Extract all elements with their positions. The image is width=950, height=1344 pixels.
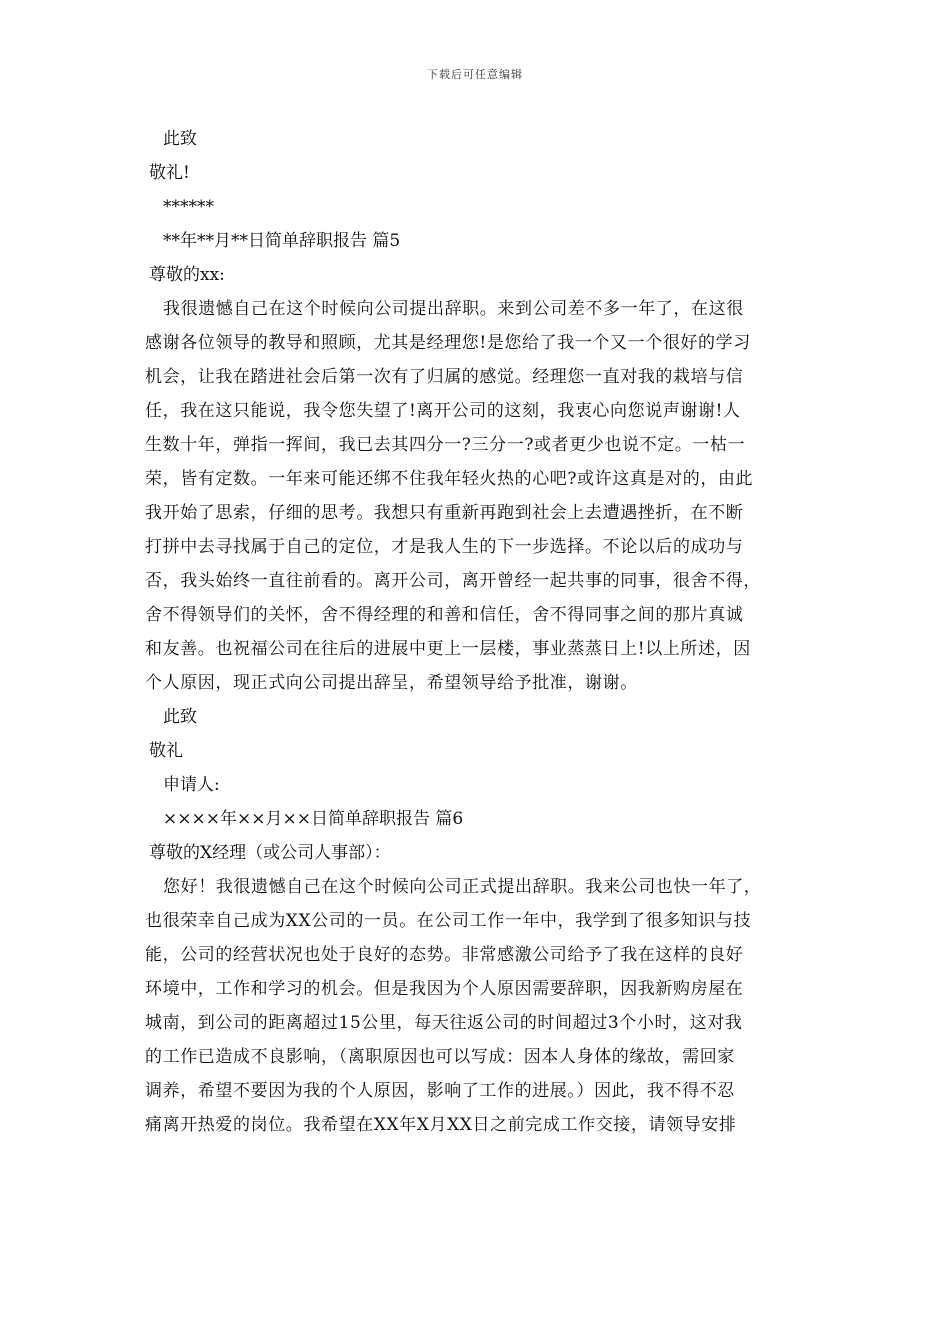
letter5-body-line: 和友善。也祝福公司在往后的进展中更上一层楼，事业蒸蒸日上!以上所述，因 bbox=[145, 639, 751, 659]
letter5-closing-jingli: 敬礼 bbox=[149, 741, 183, 761]
letter5-body-line: 个人原因，现正式向公司提出辞呈，希望领导给予批准，谢谢。 bbox=[145, 673, 638, 693]
letter5-body-line: 我很遗憾自己在这个时候向公司提出辞职。来到公司差不多一年了，在这很 bbox=[163, 299, 744, 319]
letter6-body bbox=[145, 870, 825, 1142]
closing-line-cizhi: 此致 bbox=[163, 129, 197, 149]
letter6-body-line: 能，公司的经营状况也处于良好的态势。非常感激公司给予了我在这样的良好 bbox=[145, 945, 744, 965]
letter5-body-line: 舍不得领导们的关怀，舍不得经理的和善和信任，舍不得同事之间的那片真诚 bbox=[145, 605, 744, 625]
signature-stars: ****** bbox=[163, 197, 214, 217]
date-and-section-title-6: ××××年××月××日简单辞职报告 篇6 bbox=[163, 809, 464, 829]
letter6-body-line: 的工作已造成不良影响，（离职原因也可以写成：因本人身体的缘故，需回家 bbox=[145, 1047, 735, 1067]
letter6-body-line: 也很荣幸自己成为XX公司的一员。在公司工作一年中，我学到了很多知识与技 bbox=[145, 911, 752, 931]
letter6-salutation: 尊敬的X经理（或公司人事部）： bbox=[149, 843, 391, 863]
letter5-body-line: 感谢各位领导的教导和照顾，尤其是经理您!是您给了我一个又一个很好的学习 bbox=[145, 333, 751, 353]
letter5-body-line: 否，我头始终一直往前看的。离开公司，离开曾经一起共事的同事，很舍不得， bbox=[145, 571, 761, 591]
letter5-body bbox=[145, 292, 825, 700]
letter5-salutation: 尊敬的xx: bbox=[149, 265, 225, 285]
document-body bbox=[145, 122, 825, 1142]
letter6-body-line: 城南，到公司的距离超过15公里，每天往返公司的时间超过3个小时，这对我 bbox=[145, 1013, 743, 1033]
letter5-body-line: 生数十年，弹指一挥间，我已去其四分一?三分一?或者更少也说不定。一枯一 bbox=[145, 435, 746, 455]
closing-line-jingli: 敬礼! bbox=[149, 163, 190, 183]
letter5-body-line: 打拼中去寻找属于自己的定位，才是我人生的下一步选择。不论以后的成功与 bbox=[145, 537, 744, 557]
letter5-body-line: 荣，皆有定数。一年来可能还绑不住我年轻火热的心吧?或许这真是对的，由此 bbox=[145, 469, 754, 489]
letter5-applicant: 申请人: bbox=[163, 775, 220, 795]
letter6-body-line: 调养，希望不要因为我的个人原因，影响了工作的进展。）因此，我不得不忍 bbox=[145, 1081, 735, 1101]
letter6-body-line: 您好！我很遗憾自己在这个时候向公司正式提出辞职。我来公司也快一年了， bbox=[163, 877, 762, 897]
letter5-closing-cizhi: 此致 bbox=[163, 707, 197, 727]
page-header-note: 下载后可任意编辑 bbox=[427, 68, 523, 81]
letter5-body-line: 机会，让我在踏进社会后第一次有了归属的感觉。经理您一直对我的栽培与信 bbox=[145, 367, 744, 387]
letter5-body-line: 任，我在这只能说，我令您失望了!离开公司的这刻，我衷心向您说声谢谢!人 bbox=[145, 401, 741, 421]
date-and-section-title-5: **年**月**日简单辞职报告 篇5 bbox=[163, 231, 401, 251]
letter6-body-line: 痛离开热爱的岗位。我希望在XX年X月XX日之前完成工作交接，请领导安排 bbox=[145, 1115, 737, 1135]
letter6-body-line: 环境中，工作和学习的机会。但是我因为个人原因需要辞职，因我新购房屋在 bbox=[145, 979, 744, 999]
letter5-body-line: 我开始了思索，仔细的思考。我想只有重新再跑到社会上去遭遇挫折，在不断 bbox=[145, 503, 744, 523]
